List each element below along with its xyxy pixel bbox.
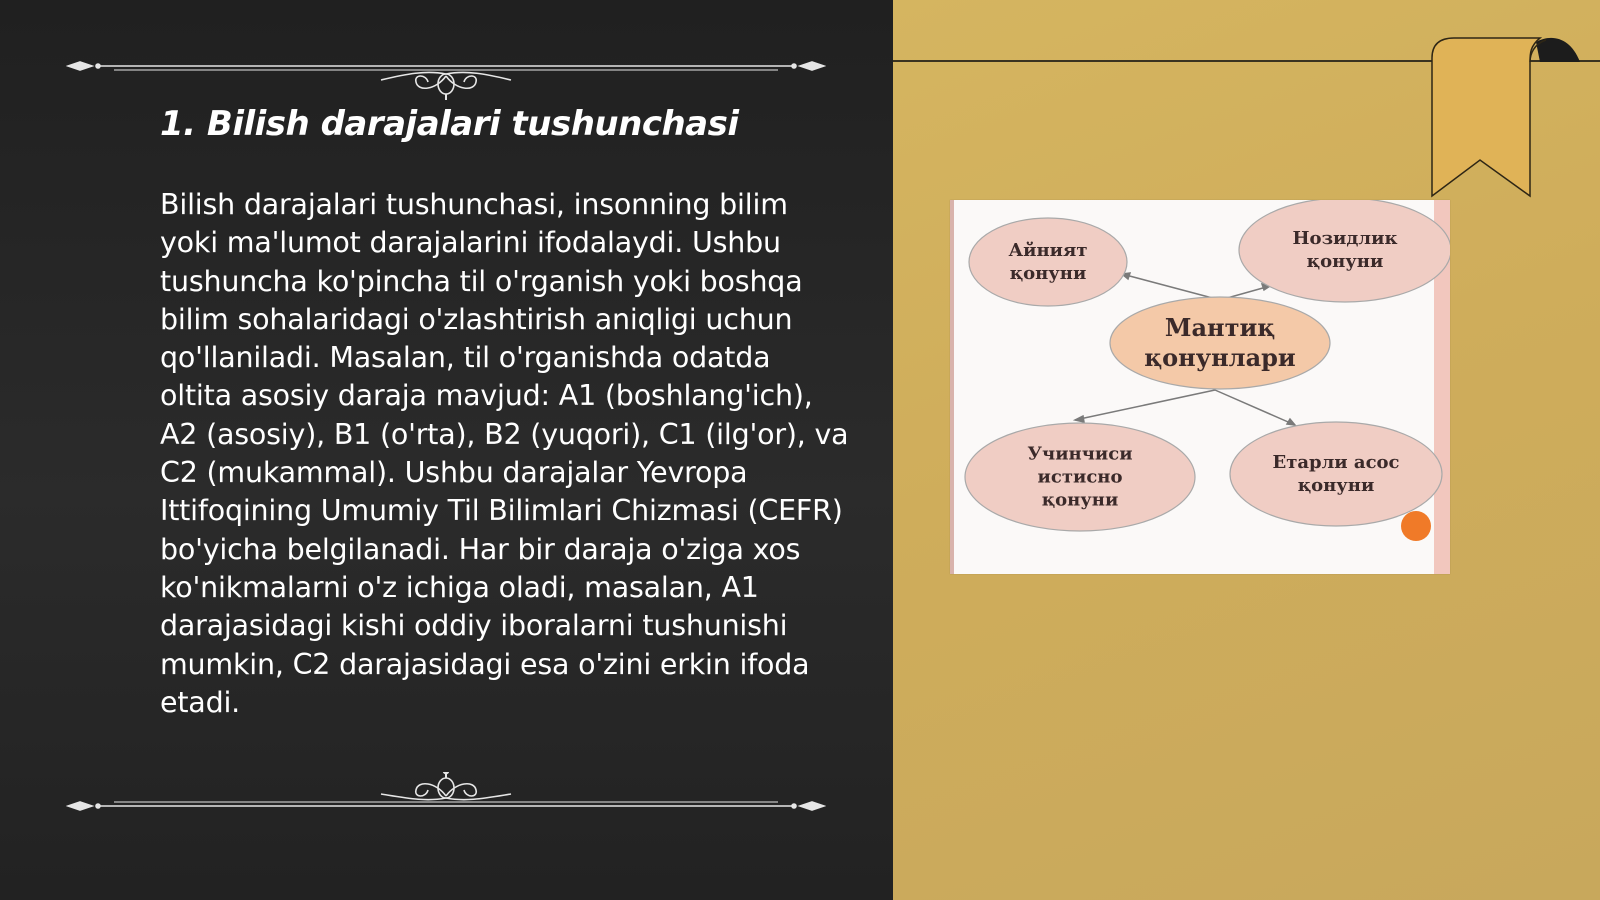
excluded-middle-line-1: Учинчиси bbox=[1027, 443, 1133, 465]
logic-laws-line-1: Мантиқ bbox=[1164, 313, 1276, 342]
logic-laws-line-2: қонунлари bbox=[1144, 343, 1296, 372]
logic-laws-diagram bbox=[950, 200, 1450, 574]
excluded-middle-line-3: қонуни bbox=[1041, 489, 1119, 511]
sufficient-reason-law-label bbox=[1272, 451, 1399, 497]
contradiction-law-line-2: қонуни bbox=[1306, 251, 1384, 272]
frame-left-edge bbox=[950, 200, 954, 574]
sufficient-reason-line-2: қонуни bbox=[1297, 475, 1375, 496]
accent-dot bbox=[1401, 511, 1431, 541]
sufficient-reason-line-1: Етарли асос bbox=[1272, 452, 1400, 473]
top-ornament-divider bbox=[66, 40, 826, 100]
logic-laws-label bbox=[1144, 313, 1295, 373]
slide-body-text: Bilish darajalari tushunchasi, insonning bilim yoki ma'lumot darajalarini ifodalaydi. Ushbu tushuncha ko'pincha til o'rganish yoki boshqa bilim sohalaridagi o'zlashtirish aniqligi uchun qo'llaniladi. Masalan, til o'rganishda odatda oltita asosiy daraja mavjud: A1 (boshlang'ich), A2 (asosiy), B1 (o'rta), B2 (yuqori), C1 (ilg'or), va C2 (mukammal). Ushbu darajalar Yevropa Ittifoqining Umumiy Til Bilimlari Chizmasi (CEFR) bo'yicha belgilanadi. Har bir daraja o'ziga xos ko'nikmalarni o'z ichiga oladi, masalan, A1 darajasidagi kishi oddiy iboralarni tushunishi mumkin, C2 darajasidagi esa o'zini erkin ifoda etadi. bbox=[160, 188, 849, 719]
contradiction-law-label bbox=[1293, 227, 1398, 273]
excluded-middle-line-2: истисно bbox=[1037, 466, 1123, 488]
contradiction-law-line-1: Нозидлик bbox=[1292, 228, 1398, 249]
identity-law-label bbox=[1009, 239, 1088, 285]
bottom-ornament-divider bbox=[66, 772, 826, 832]
identity-law-line-1: Айният bbox=[1008, 240, 1088, 261]
excluded-middle-law-label bbox=[1027, 443, 1132, 512]
slide-title: 1. Bilish darajalari tushunchasi bbox=[160, 104, 739, 144]
bookmark-ribbon-icon bbox=[1430, 36, 1600, 202]
identity-law-line-2: қонуни bbox=[1009, 263, 1087, 284]
